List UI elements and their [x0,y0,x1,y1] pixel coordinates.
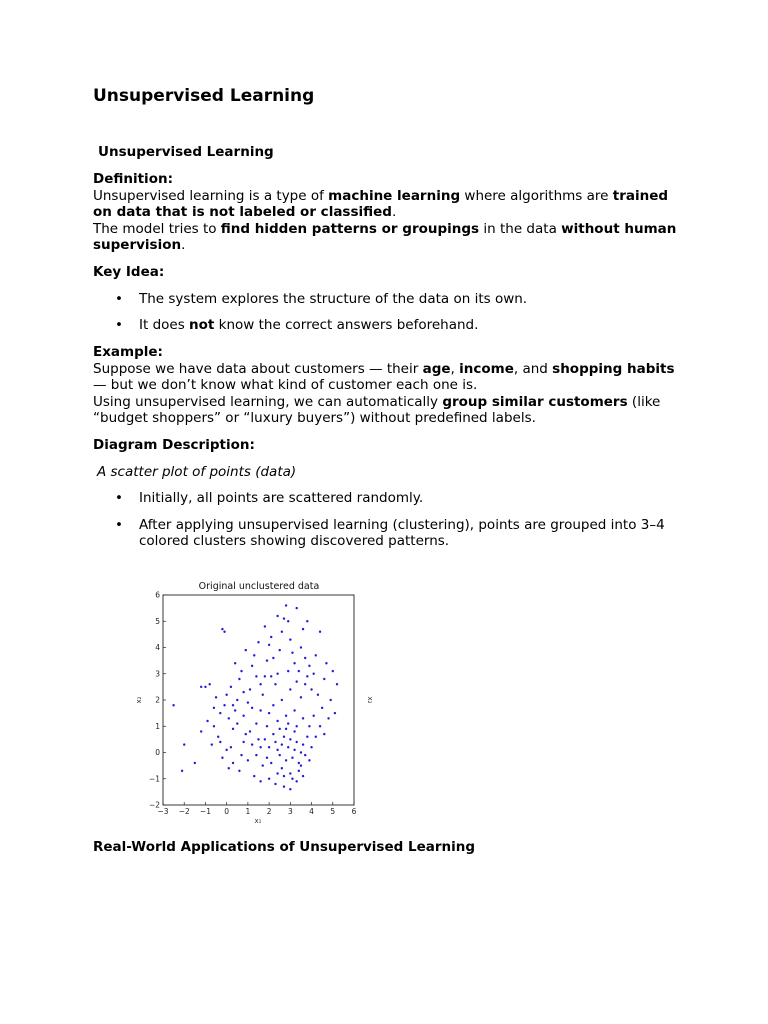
data-point [266,659,268,661]
data-point [266,725,268,727]
data-point [296,680,298,682]
definition-section [93,171,683,254]
data-point [319,631,321,633]
data-point [259,780,261,782]
data-point [332,670,334,672]
scatter-chart [135,576,385,826]
data-point [300,646,302,648]
x-tick-label: 6 [351,807,357,816]
data-point [285,715,287,717]
key-idea-heading: Key Idea: [93,264,165,280]
data-point [232,762,234,764]
data-point [325,662,327,664]
data-point [272,733,274,735]
data-point [200,730,202,732]
data-point [234,709,236,711]
data-point [238,678,240,680]
data-point [298,762,300,764]
data-point [281,767,283,769]
text-run: Unsupervised learning is a type of [93,187,329,204]
data-point [287,746,289,748]
data-point [291,652,293,654]
data-point [194,762,196,764]
bold-text: group similar customers [442,393,628,410]
data-point [289,638,291,640]
data-point [230,746,232,748]
data-point [228,767,230,769]
data-point [304,683,306,685]
data-point [308,725,310,727]
y-tick-label: 6 [155,590,160,600]
x-tick-label: 0 [224,807,230,816]
data-point [298,770,300,772]
diagram-heading: Diagram Description: [93,437,255,453]
text-run: It does [139,317,190,333]
data-point [181,770,183,772]
data-point [279,649,281,651]
data-point [276,749,278,751]
data-point [315,654,317,656]
data-point [251,743,253,745]
data-point [225,694,227,696]
bold-text: shopping habits [552,360,675,377]
text-run: The system explores the structure of the data on its own. [139,290,528,307]
text-run: where algorithms are [460,187,613,204]
data-point [240,670,242,672]
data-point [296,780,298,782]
data-point [287,620,289,622]
data-point [315,736,317,738]
y-tick-label: −1 [148,774,160,784]
diagram-caption: A scatter plot of points (data) [97,463,297,480]
data-point [264,675,266,677]
definition-paragraph-1 [93,188,683,221]
data-point [272,657,274,659]
data-point [268,778,270,780]
data-point [281,743,283,745]
example-paragraph-1 [93,361,683,394]
data-point [287,670,289,672]
data-point [276,673,278,675]
data-point [281,699,283,701]
data-point [304,657,306,659]
document-title: Unsupervised Learning [93,86,315,106]
diagram-list [93,490,683,550]
data-point [257,641,259,643]
data-point [208,683,210,685]
scatter-plot-svg [135,576,385,826]
data-point [255,675,257,677]
data-point [283,775,285,777]
diagram-bullet-2 [93,517,683,550]
text-run: . [181,237,186,253]
data-point [319,725,321,727]
text-run: Initially, all points are scattered randomly. [139,490,424,506]
data-point [211,743,213,745]
data-point [312,673,314,675]
data-point [300,764,302,766]
data-point [259,709,261,711]
data-point [270,636,272,638]
text-run: , and [513,360,553,377]
data-point [259,746,261,748]
data-point [296,741,298,743]
bold-text: age [422,360,451,377]
key-idea-bullet-2 [93,317,683,334]
plot-frame [163,595,354,805]
bold-text: find hidden patterns or groupings [220,220,480,237]
data-point [221,628,223,630]
data-point [225,749,227,751]
data-point [283,617,285,619]
data-point [276,772,278,774]
y-tick-label: 2 [155,695,160,705]
data-point [310,746,312,748]
data-point [234,662,236,664]
data-point [245,649,247,651]
data-point [255,754,257,756]
bold-text: not [189,317,215,333]
y-tick-label: −2 [148,800,160,810]
x-tick-label: 5 [330,807,336,816]
data-point [289,772,291,774]
y-tick-label: 5 [155,616,160,626]
data-point [270,675,272,677]
data-point [238,770,240,772]
data-point [336,683,338,685]
x-tick-label: −2 [178,807,190,816]
data-point [249,688,251,690]
data-point [334,712,336,714]
data-point [274,741,276,743]
data-point [253,654,255,656]
data-point [249,730,251,732]
data-point [302,775,304,777]
data-point [308,665,310,667]
y-axis-label-right: x₂ [366,696,374,704]
data-point [253,775,255,777]
definition-heading: Definition: [93,171,173,187]
data-point [274,783,276,785]
data-point [268,746,270,748]
data-point [283,736,285,738]
data-point [317,694,319,696]
data-point [251,707,253,709]
data-point [304,754,306,756]
data-point [251,665,253,667]
y-axis-label-left: x₂ [135,696,143,704]
y-tick-label: 0 [155,748,160,757]
x-tick-label: −3 [157,807,169,816]
data-point [204,686,206,688]
data-point [213,725,215,727]
data-point [323,733,325,735]
text-run: . [391,204,397,220]
data-point [296,607,298,609]
data-point [172,704,174,706]
data-point [302,743,304,745]
y-tick-label: 4 [155,643,160,652]
data-point [276,720,278,722]
y-tick-label: 3 [155,669,160,679]
data-point [306,620,308,622]
bold-text: without human supervision [93,220,677,253]
data-point [291,757,293,759]
data-point [232,728,234,730]
data-point [296,725,298,727]
text-run: know the correct answers beforehand. [214,317,479,333]
data-point [293,730,295,732]
text-run: , [450,360,460,377]
data-point [293,749,295,751]
data-point [215,696,217,698]
data-point [308,759,310,761]
definition-paragraph-2 [93,221,683,254]
text-run: Using unsupervised learning, we can automatically [93,393,443,410]
data-point [230,686,232,688]
bold-text: trained on data that is not labeled or classified [93,187,669,220]
applications-heading: Real-World Applications of Unsupervised Learning [93,839,476,855]
diagram-section [93,437,683,550]
data-point [236,722,238,724]
data-point [310,688,312,690]
data-point [327,717,329,719]
data-point [323,678,325,680]
data-point [266,757,268,759]
data-point [206,720,208,722]
data-point [272,704,274,706]
data-point [279,728,281,730]
text-run: in the data [479,220,562,237]
data-point [242,715,244,717]
x-tick-label: 2 [266,807,272,816]
data-point [321,707,323,709]
data-point [298,670,300,672]
data-point [247,701,249,703]
data-point [262,694,264,696]
data-point [240,754,242,756]
diagram-bullet-1 [93,490,683,507]
x-tick-label: 3 [287,807,293,816]
example-paragraph-2 [93,394,683,427]
data-point [264,625,266,627]
data-point [306,675,308,677]
bold-text: income [459,360,514,377]
data-point [217,736,219,738]
data-point [293,709,295,711]
data-point [268,644,270,646]
text-run: (like “budget shoppers” or “luxury buyers”) without predefined labels. [93,393,661,426]
data-point [213,707,215,709]
data-point [283,785,285,787]
x-tick-label: 4 [309,807,314,816]
data-point [223,631,225,633]
data-point [219,712,221,714]
data-point [281,631,283,633]
example-section [93,344,683,427]
data-point [200,686,202,688]
key-idea-bullet-1 [93,291,683,308]
data-point [274,683,276,685]
x-tick-label: −1 [199,807,211,816]
data-point [228,717,230,719]
data-point [264,738,266,740]
data-point [259,683,261,685]
chart-title: Original unclustered data [198,581,320,592]
data-point [293,662,295,664]
data-point [289,788,291,790]
x-tick-label: 1 [245,807,251,816]
data-point [285,759,287,761]
y-tick-label: 1 [155,721,160,731]
data-point [223,704,225,706]
text-run: — but we don’t know what kind of customer each one is. [93,377,478,393]
text-run: Suppose we have data about customers — their [93,360,423,377]
data-point [289,738,291,740]
data-point [236,699,238,701]
data-point [285,604,287,606]
bold-text: machine learning [328,187,461,204]
section-title: Unsupervised Learning [98,144,274,160]
data-point [242,741,244,743]
data-point [302,717,304,719]
x-axis-label: x₁ [254,817,262,825]
data-point [242,691,244,693]
data-point [287,722,289,724]
data-point [232,704,234,706]
data-point [247,759,249,761]
example-heading: Example: [93,344,163,360]
data-point [285,728,287,730]
data-point [268,712,270,714]
data-point [276,615,278,617]
data-point [219,741,221,743]
data-point [329,699,331,701]
data-point [257,738,259,740]
data-point [255,722,257,724]
data-point [279,754,281,756]
text-run: The model tries to [93,220,221,237]
data-point [221,757,223,759]
data-point [300,751,302,753]
data-point [270,762,272,764]
text-run: After applying unsupervised learning (clustering), points are grouped into 3–4 colored clusters showing discovered patterns. [139,516,665,549]
data-point [306,736,308,738]
data-point [289,688,291,690]
data-point [183,743,185,745]
data-point [245,733,247,735]
key-idea-list [93,291,683,334]
data-point [300,696,302,698]
data-point [291,778,293,780]
data-point [302,628,304,630]
key-idea-section [93,264,683,334]
data-point [312,715,314,717]
data-point [262,764,264,766]
